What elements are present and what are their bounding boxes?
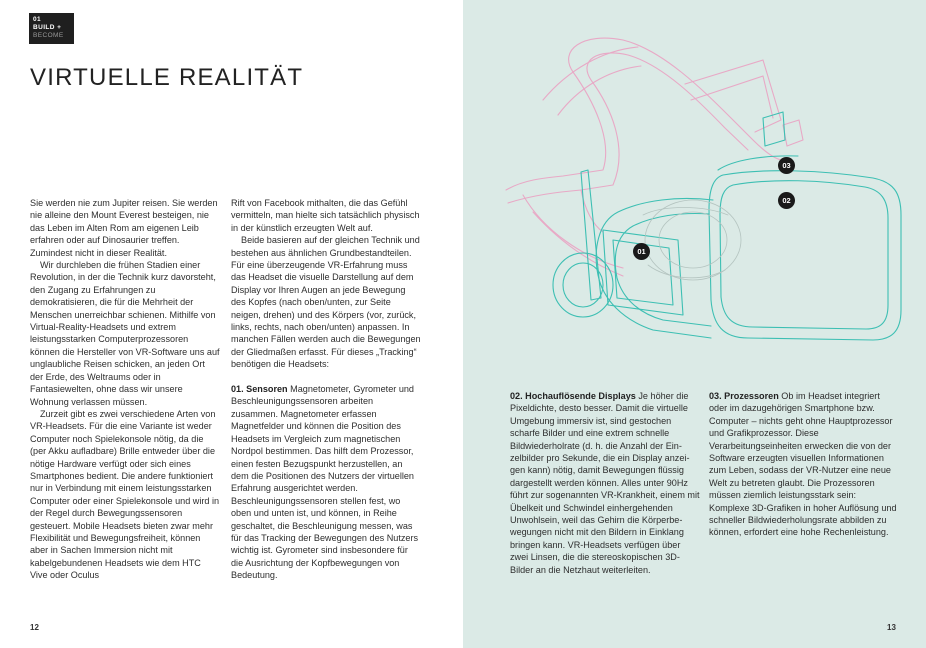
lens-details [643, 200, 741, 280]
displays-heading: 02. Hochauflösende Displays [510, 391, 636, 401]
sensors-paragraph [231, 383, 421, 582]
processors-text: Ob im Headset integriert oder im dazugehörigen Smartphone bzw. Computer – nichts geht ohne Hauptprozessor und Grafikprozessor. Diese Verarbeitungseinheiten erwecken die von der Software erzeugten visuellen Informationen zum Leben, sodass der VR-Nutzer eine neue Welt zu betreten glaubt. Die Prozessoren müssen ziemlich leistungsstark sein: Komplexe 3D-Grafiken in hoher Auflösung und schneller Bildwiederholungsrate abbilden zu können, erfordert eine hohe Rechenleistung. [709, 391, 897, 538]
paragraph: Beide basieren auf der gleichen Technik und bestehen aus ähnlichen Grundbestandteilen. Für eine überzeugende VR-Erfahrung muss das Headset die visuelle Darstellung auf dem Display vor Ihren Augen an jede Bewegung des Kopfes (nach oben/unten, zur Seite neigen, drehen) und des Körpers (vor, zurück, links, rechts, nach oben/unten) anpassen. In manchen Fällen werden auch die Bewegungen der Gliedmaßen erfasst. Für dieses „Tracking“ benötigen die Headsets: [231, 235, 421, 370]
head-strap [506, 38, 803, 276]
processors-paragraph [709, 390, 899, 539]
page-number-right: 13 [887, 623, 896, 632]
paragraph: Zurzeit gibt es zwei verschiedene Arten von VR-Headsets. Für die eine Variante ist weder Computer noch Spielekonsole nötig, da die (per Akku aufladbare) Brille entweder über die nötige Hardware verfügt oder sich eines Smartphones bedient. Die andere funktioniert nur in Verbindung mit einem leistungsstarken Computer oder einer Spielekonsole und wird in der Regel durch Bewegungssensoren gesteuert. Mobile Headsets bieten zwar mehr Flexibilität und Bewegungsfreiheit, können aber in Sachen Immersion nicht mit kabelgebundenen Headsets wie dem HTC Vive oder Oculus [30, 408, 220, 581]
text-column-1 [30, 197, 220, 582]
text-column-2 [231, 197, 421, 582]
section-label-become: BECOME [33, 32, 64, 39]
page-number-left: 12 [30, 623, 39, 632]
callout-03-processors: 03 [778, 157, 795, 174]
displays-text: Je höher die Pixeldichte, desto besser. Damit die virtuelle Umgebung immersiv ist, sind gestochen scharfe Bilder und eine extrem schnelle Bildwiederholrate (d. h. die Anzahl der Einzelbilder pro Sekunde, die ein Display anzeigen kann) nötig, damit Bewegungen flüssig dargestellt werden können. Alles unter 90Hz führt zur sogenannten VR-Krankheit, einem mit Übelkeit und Schwindel einhergehenden Unwohlsein, weil das Gehirn die Körperbewegungen nicht mit den Bildern in Einklang bringen kann. VR-Headsets verfügen über zwei Linsen, die die stereoskopischen 3D-Bilder an die Netzhaut weiterleiten. [510, 391, 700, 575]
callout-02-displays: 02 [778, 192, 795, 209]
section-tag [29, 13, 74, 44]
section-number: 01 [33, 16, 42, 23]
section-label-build: BUILD + [33, 24, 62, 31]
vr-headset-illustration [463, 0, 926, 390]
paragraph: Wir durchleben die frühen Stadien einer Revolution, in der die Technik kurz davorsteht, den Zugang zu Erfahrungen zu demokratisieren, die für die Mehrheit der Menschen unerreichbar schienen. Mithilfe von Virtual-Reality-Headsets und extrem leistungsstarken Computerprozessoren können die Hersteller von VR-Software uns auf unglaubliche Reisen schicken, an jeden Ort der Erde, des Weltraums oder in Fantasiewelten, ohne dass wir unsere Wohnung verlassen müssen. [30, 260, 220, 407]
text-column-3 [510, 390, 700, 576]
sensors-heading: 01. Sensoren [231, 384, 288, 395]
text-column-4 [709, 390, 899, 539]
paragraph: Sie werden nie zum Jupiter reisen. Sie werden nie alleine den Mount Everest besteigen, nie das Leben im Alten Rom am eigenen Leib erfahren oder auf Dinosaurier treffen. Zumindest nicht in dieser Realität. [30, 198, 218, 258]
callout-01-sensors: 01 [633, 243, 650, 260]
paragraph: Rift von Facebook mithalten, die das Gefühl vermitteln, man hielte sich tatsächlich physisch in der künstlich erzeugten Welt auf. [231, 198, 420, 233]
displays-paragraph [510, 390, 700, 576]
processors-heading: 03. Prozessoren [709, 391, 779, 401]
sensors-text: Magnetometer, Gyrometer und Beschleunigungssensoren arbeiten zusammen. Magnetometer erfassen Magnetfelder und können die Position des Headsets im Vergleich zum magnetischen Nordpol bestimmen. Das hilft dem Prozessor, einen festen Bezugspunkt herzustellen, an dem die Positionen des Nutzers der virtuellen Erfahrung ausgerichtet werden. Beschleunigungssensoren stellen fest, wo oben und unten ist, und können, in Reihe geschaltet, die Beschleunigung messen, was für das Tracking der Bewegungen des Nutzers wichtig ist. Gyrometer sind insbesondere für die Ausrichtung der Kopfbewegungen von Bedeutung. [231, 384, 419, 581]
page-title: VIRTUELLE REALITÄT [30, 64, 304, 91]
